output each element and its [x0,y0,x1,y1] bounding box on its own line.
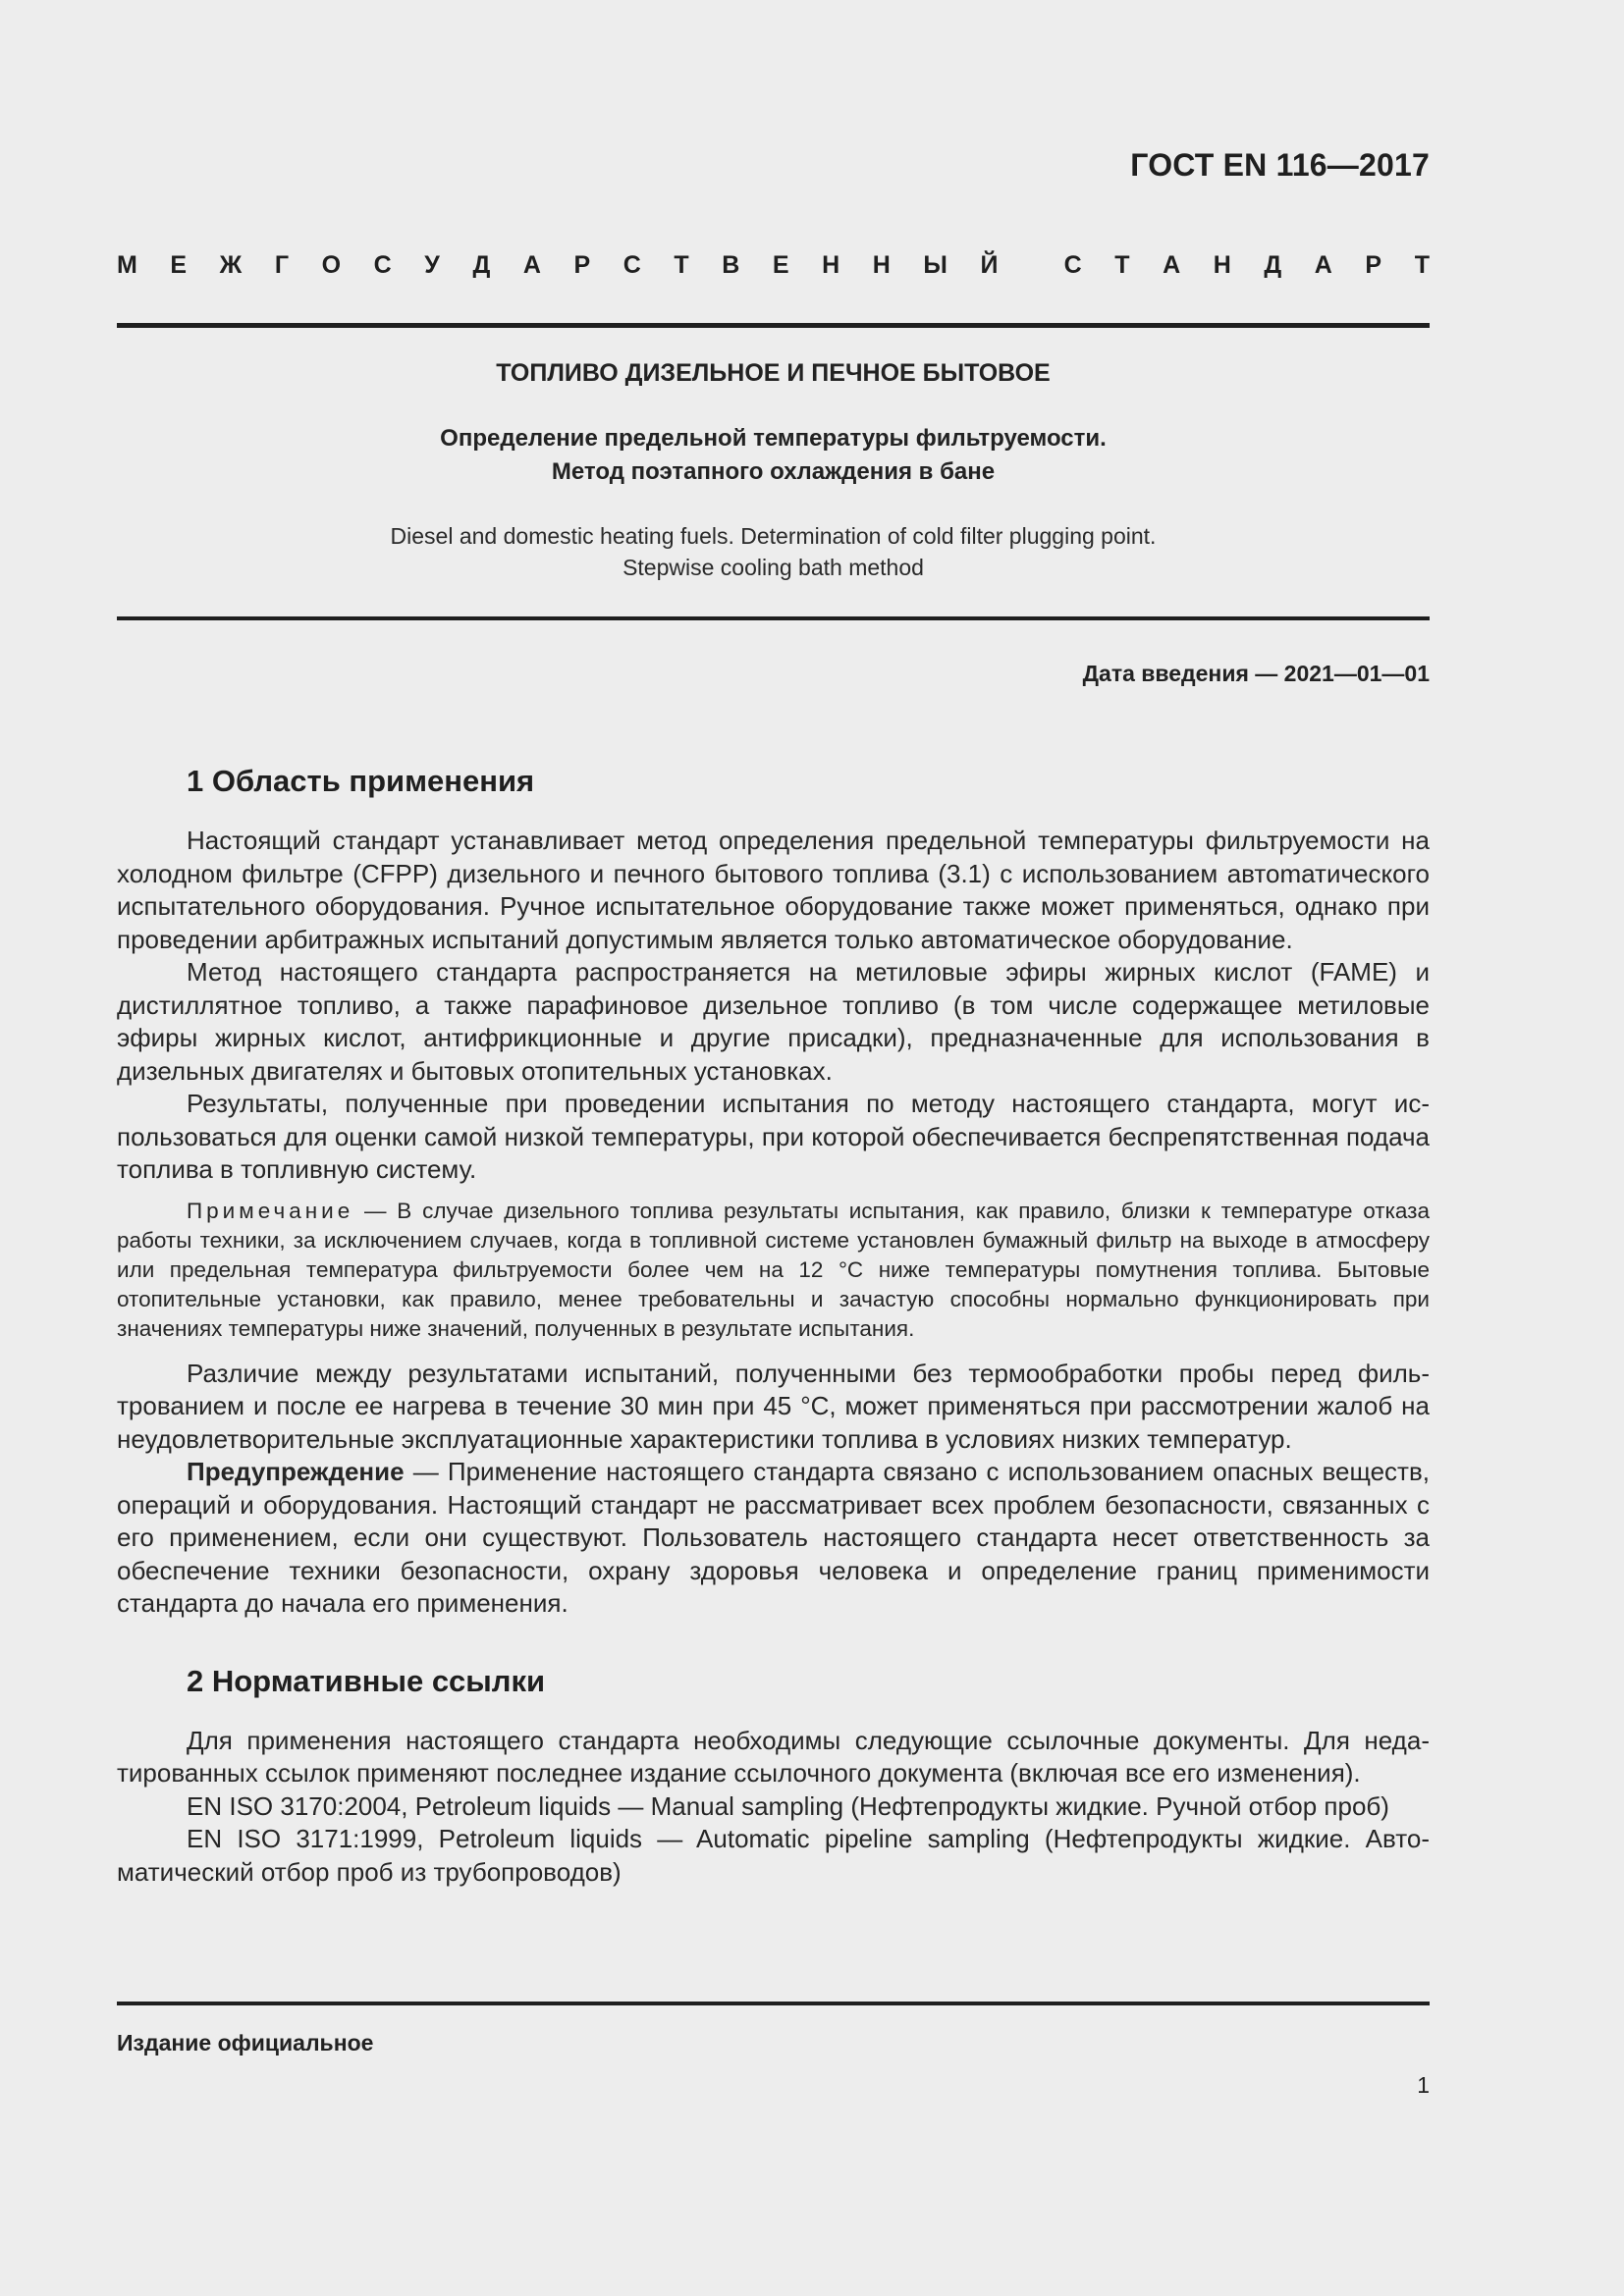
category-letter: А [522,251,541,279]
section-heading: 2 Нормативные ссылки [187,1663,546,1698]
reference-item: EN ISO 3171:1999, Petroleum liquids — Automatic pipeline sampling (Нефтепродукты жидкие. Автоматический отбор проб из трубопроводов) [117,1824,1430,1887]
category-letter: Т [1414,251,1430,279]
category-letter: Е [772,251,789,279]
paragraph: Результаты, полученные при проведении испытания по методу настоящего стандарта, могут использоваться для оценки самой низкой температуры, при которой обеспечивается беспрепятственная подача топлива в топливную систему. [117,1089,1430,1184]
introduction-date: Дата введения — 2021—01—01 [1082,661,1430,686]
paragraph: Различие между результатами испытаний, полученными без термообработки пробы перед фильтрованием и после ее нагрева в течение 30 мин при 45 °С, может применяться при рассмотрении жалоб на неудовлетворительные эксплуатационные характеристики топлива в условиях низких температур. [117,1358,1430,1454]
standard-category-title [117,251,1430,280]
paragraph: Настоящий стандарт устанавливает метод определения предельной температуры фильтруемости на холодном фильтре (CFPP) дизельного и печного бытового топлива (3.1) с использованием автоmатического испытательного оборудования. Ручное испытательное оборудование также может применяться, однако при проведении арбитражных испытаний допустимым является только автоматическое оборудование. [117,826,1430,954]
warning-label: Предупреждение [187,1457,405,1486]
warning-paragraph [117,1456,1430,1621]
category-letter: А [1314,251,1332,279]
category-letter: Е [170,251,188,279]
paragraph: Метод настоящего стандарта распространяется на метиловые эфиры жирных кислот (FAME) и дистиллятное топливо, а также парафиновое дизельное топливо (в том числе содержащее метиловые эфиры жирных кислот, антифрикционные и другие присадки), предназначенные для использования в дизельных двигателях и бытовых отопительных установках. [117,957,1430,1086]
header-divider [117,323,1430,328]
document-body [117,762,1430,1889]
category-letter: Т [674,251,689,279]
category-letter: В [722,251,740,279]
category-letter: Н [872,251,891,279]
category-letter: С [1063,251,1082,279]
category-letter: Р [573,251,591,279]
category-letter: Н [822,251,840,279]
category-letter: Г [274,251,290,279]
english-title [117,520,1430,583]
category-letter: Н [1213,251,1231,279]
footer-divider [117,2002,1430,2005]
subtitle-line: Определение предельной температуры фильтруемости. [440,425,1107,452]
category-letter: С [373,251,392,279]
warning-text: — Применение настоящего стандарта связано с использованием опасных веществ, операций и оборудования. Настоящий стандарт не рассматривает всех проблем безопасности, связанных с его применением, если они существуют. Пользователь настоящего стандарта несет ответственность за обеспечение техники безопасности, охрану здоровья человека и определение границ применимости стандарта до начала его применения. [117,1457,1430,1618]
subtitle-line: Метод поэтапного охлаждения в бане [551,458,996,485]
english-title-line: Diesel and domestic heating fuels. Determination of cold filter plugging point. [390,523,1157,549]
category-letter: Т [1114,251,1130,279]
category-letter: С [623,251,641,279]
paragraph: Для применения настоящего стандарта необходимы следующие ссылочные документы. Для недатированных ссылок применяют последнее издание ссылочного документа (включая все его изменения). [117,1725,1430,1788]
standard-number: ГОСТ EN 116—2017 [1130,147,1430,183]
reference-item: EN ISO 3170:2004, Petroleum liquids — Manual sampling (Нефтепродукты жидкие. Ручной отбор проб) [187,1790,1389,1821]
category-letter: Й [980,251,999,279]
section-heading: 1 Область применения [187,764,535,798]
category-letter: Д [1264,251,1282,279]
english-title-line: Stepwise cooling bath method [623,555,924,580]
category-letter: Р [1365,251,1382,279]
title-divider [117,616,1430,620]
note-paragraph [117,1197,1430,1344]
document-subtitle [117,422,1430,489]
official-edition-label: Издание официальное [117,2030,374,2056]
note-label: Примечание [187,1198,354,1223]
document-page [117,0,1430,2296]
document-title: ТОПЛИВО ДИЗЕЛЬНОЕ И ПЕЧНОЕ БЫТОВОЕ [496,359,1051,387]
category-letter: О [321,251,342,279]
note-text: — В случае дизельного топлива результаты испытания, как правило, близки к температуре отказа работы техники, за исключением случаев, когда в топливной системе установлен бумажный фильтр на выходе в атмосферу или предельная температура фильтруемости более чем на 12 °С ниже температуры помутнения топлива. Бытовые отопительные установки, как правило, менее требовательны и зачастую способны нормально функционировать при значениях температуры ниже значений, полученных в результате испытания. [117,1198,1430,1341]
category-letter: А [1163,251,1181,279]
category-letter: М [117,251,137,279]
page-number: 1 [1417,2072,1430,2098]
category-letter: Ж [219,251,243,279]
category-letter: Д [472,251,491,279]
category-letter: Ы [923,251,947,279]
category-letter: У [424,251,440,279]
